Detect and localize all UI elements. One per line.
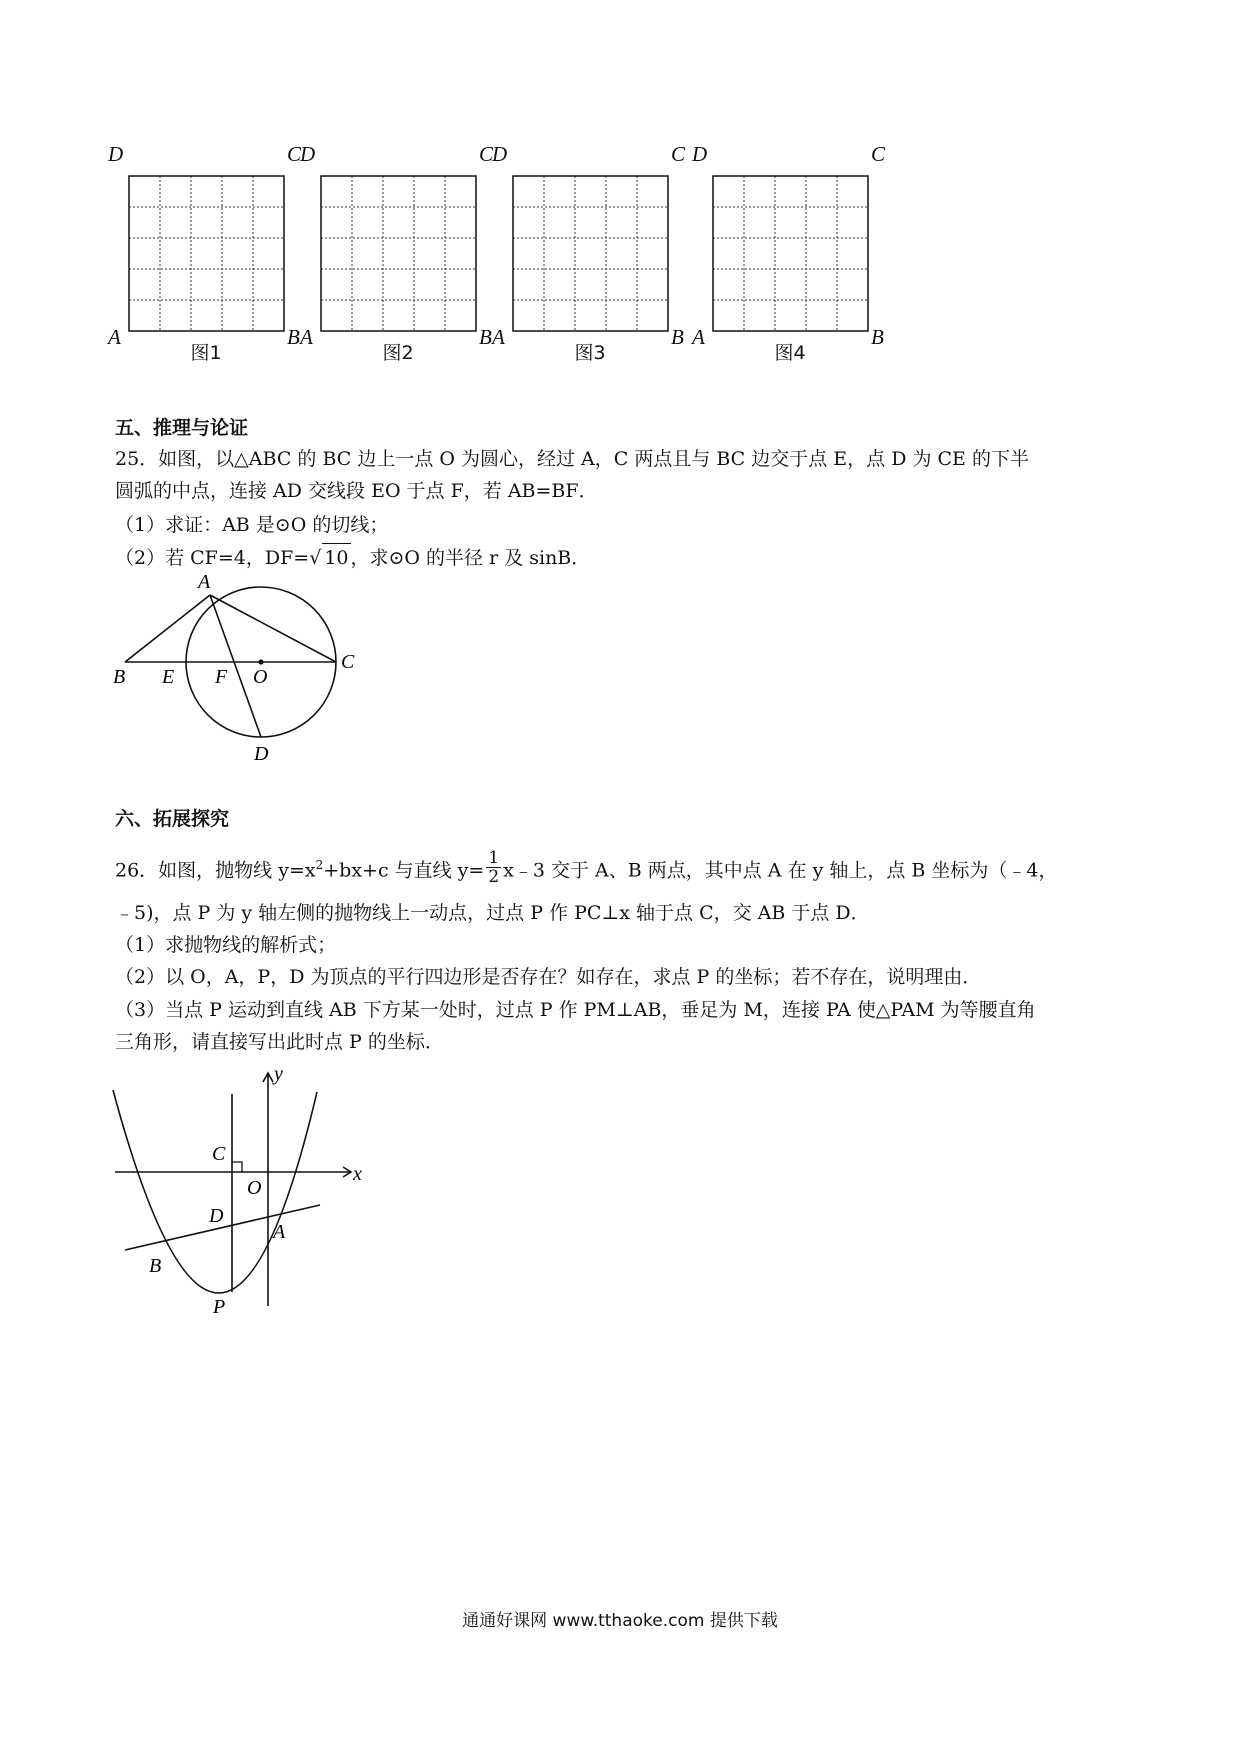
- label-o: O: [253, 666, 268, 688]
- corner-label-bottom-left: A: [300, 325, 313, 349]
- q26-line1: [115, 847, 1058, 890]
- corner-label-top-right: C: [671, 142, 686, 166]
- corner-label-bottom-right: B: [287, 325, 300, 349]
- sqrt-sign: √: [309, 547, 322, 569]
- corner-label-bottom-left: A: [692, 325, 705, 349]
- grid-border: [513, 176, 668, 331]
- grid-figure-caption: 图4: [774, 342, 806, 364]
- corner-label-bottom-left: A: [108, 325, 121, 349]
- corner-label-bottom-left: A: [492, 325, 505, 349]
- corner-label-top-right: C: [871, 142, 886, 166]
- q25-part2-suffix: ，求⊙O 的半径 r 及 sinB．: [350, 547, 591, 569]
- grid-border: [713, 176, 868, 331]
- q26-part1: （1）求抛物线的解析式；: [115, 934, 337, 956]
- segment-ab: [125, 595, 210, 662]
- section6-heading: 六、拓展探究: [115, 808, 230, 830]
- label-e: E: [162, 666, 175, 688]
- corner-label-bottom-right: B: [871, 325, 884, 349]
- q25-line2: 圆弧的中点，连接 AD 交线段 EO 于点 F，若 AB=BF．: [115, 480, 598, 502]
- label-a: A: [198, 571, 211, 593]
- label-o: O: [247, 1177, 262, 1199]
- q26-line2: ﹣5)，点 P 为 y 轴左侧的抛物线上一动点，过点 P 作 PC⊥x 轴于点 C，交 AB 于点 D．: [115, 902, 870, 924]
- q26-parabola-figure: [105, 1060, 375, 1320]
- q26-line1-part-a: 26．如图，抛物线 y=x: [115, 859, 316, 882]
- grid-figure-1: [108, 142, 303, 375]
- grid-figure-4: [692, 142, 887, 375]
- corner-label-top-left: D: [692, 142, 708, 166]
- q25-part2-radicand: 10: [322, 543, 350, 572]
- fraction-one-half: [486, 849, 501, 886]
- grid-square: [712, 175, 869, 332]
- grid-square: [128, 175, 285, 332]
- label-f: F: [215, 666, 228, 688]
- label-b: B: [113, 666, 126, 688]
- q25-part2: [115, 543, 590, 572]
- q26-part3-line2: 三角形，请直接写出此时点 P 的坐标．: [115, 1031, 444, 1053]
- corner-label-top-right: C: [479, 142, 494, 166]
- corner-label-top-left: D: [492, 142, 508, 166]
- section5-heading: 五、推理与论证: [115, 417, 249, 439]
- q26-line1-part-c: x﹣3 交于 A、B 两点，其中点 A 在 y 轴上，点 B 坐标为（﹣4，: [503, 859, 1058, 882]
- grid-figure-2: [300, 142, 495, 375]
- q25-part2-prefix: （2）若 CF=4，DF=: [115, 547, 310, 569]
- right-angle-mark: [232, 1162, 242, 1172]
- label-p: P: [213, 1296, 226, 1318]
- label-d: D: [209, 1205, 224, 1227]
- grid-border: [321, 176, 476, 331]
- fraction-numerator: 1: [488, 847, 500, 868]
- grid-border: [129, 176, 284, 331]
- corner-label-top-left: D: [300, 142, 316, 166]
- corner-label-top-right: C: [287, 142, 302, 166]
- corner-label-top-left: D: [108, 142, 124, 166]
- grid-figure-3: [492, 142, 687, 375]
- q26-part2: （2）以 O，A，P，D 为顶点的平行四边形是否存在？如存在，求点 P 的坐标；若不存在，说明理由．: [115, 966, 982, 988]
- label-c: C: [212, 1143, 226, 1165]
- parabola: [113, 1090, 317, 1293]
- grid-square: [320, 175, 477, 332]
- grid-figure-caption: 图2: [382, 342, 414, 364]
- corner-label-bottom-right: B: [479, 325, 492, 349]
- corner-label-bottom-right: B: [671, 325, 684, 349]
- label-x: x: [353, 1163, 362, 1185]
- q25-part1: （1）求证：AB 是⊙O 的切线；: [115, 514, 389, 536]
- label-b: B: [149, 1255, 162, 1277]
- q25-circle-figure: [105, 570, 375, 770]
- q26-exponent: 2: [315, 858, 324, 872]
- q26-part3-line1: （3）当点 P 运动到直线 AB 下方某一处时，过点 P 作 PM⊥AB，垂足为 M，连接 PA 使△PAM 为等腰直角: [115, 999, 1036, 1021]
- grid-figure-caption: 图1: [190, 342, 222, 364]
- label-d: D: [254, 743, 269, 765]
- q26-line1-part-b: +bx+c 与直线 y=: [323, 859, 485, 882]
- grid-square: [512, 175, 669, 332]
- grid-figure-caption: 图3: [574, 342, 606, 364]
- segment-ac: [210, 595, 336, 662]
- footer-source: 通通好课网 www.tthaoke.com 提供下载: [462, 1611, 778, 1631]
- label-a: A: [273, 1221, 286, 1243]
- center-point-o: [258, 659, 263, 664]
- fraction-denominator: 2: [488, 866, 500, 887]
- q25-line1: 25．如图，以△ABC 的 BC 边上一点 O 为圆心，经过 A，C 两点且与 BC 边交于点 E，点 D 为 CE 的下半: [115, 448, 1029, 470]
- label-c: C: [341, 651, 355, 673]
- label-y: y: [274, 1063, 283, 1085]
